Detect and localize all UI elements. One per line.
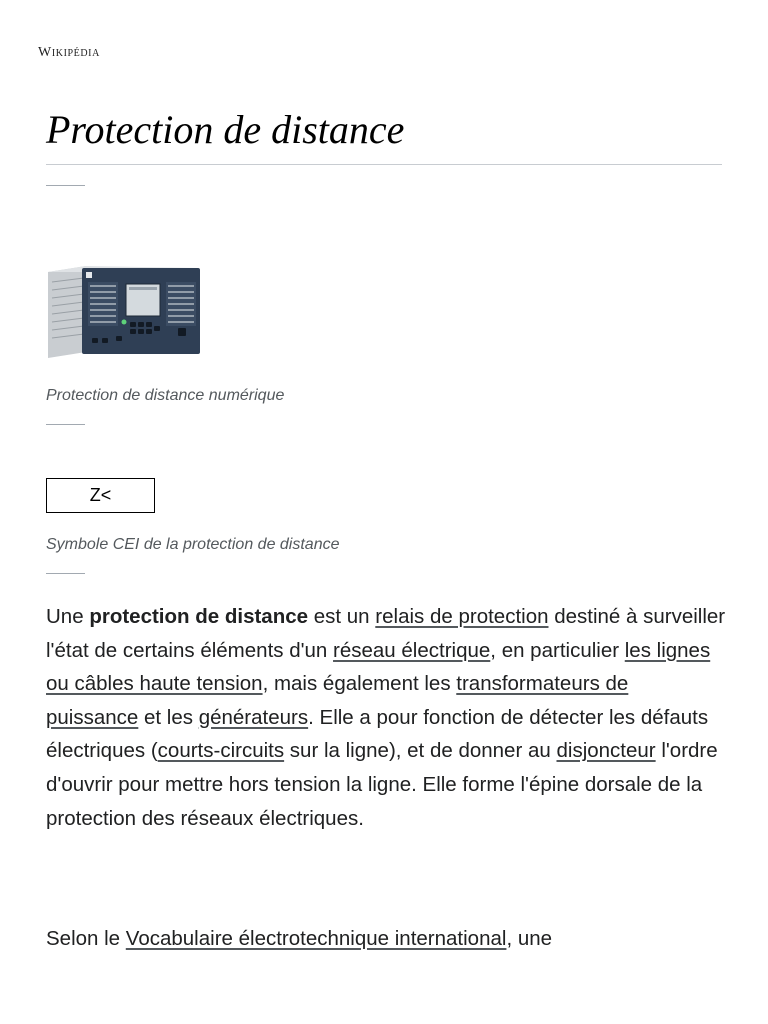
text-run: , mais également les: [262, 672, 457, 696]
text-run: , en particulier: [490, 638, 625, 662]
link-courts-circuits[interactable]: courts-circuits: [157, 739, 285, 763]
text-run: destiné à surveiller l'état de certains éléments d'un: [46, 605, 726, 662]
figure-divider: [46, 424, 85, 425]
figure-divider: [46, 573, 85, 574]
figure2-caption: Symbole CEI de la protection de distance: [46, 536, 340, 553]
text-run: Selon le: [46, 927, 126, 950]
iec-symbol-box[interactable]: Z<: [46, 478, 155, 513]
text-run: sur la ligne), et de donner au: [284, 739, 557, 763]
link-lignes-haute-tension[interactable]: les lignes ou câbles haute tension: [46, 638, 711, 696]
link-reseau-electrique[interactable]: réseau électrique: [333, 638, 491, 662]
text-run: , une: [506, 927, 553, 950]
wikipedia-wordmark[interactable]: Wikipédia: [38, 45, 100, 60]
text-run: l'ordre d'ouvrir pour mettre hors tension la ligne. Elle forme l'épine dorsale de la protection des réseaux électriques.: [46, 739, 718, 830]
text-run: et les: [138, 705, 199, 729]
link-vocabulaire-electrotechnique[interactable]: Vocabulaire électrotechnique international: [125, 927, 507, 950]
link-relais-de-protection[interactable]: relais de protection: [375, 605, 549, 628]
bold-term: protection de distance: [89, 605, 309, 628]
page-title: Protection de distance: [46, 107, 405, 152]
section-divider: [46, 185, 85, 186]
text-run: . Elle a pour fonction de détecter les défauts électriques (: [46, 705, 709, 763]
text-run: est un: [308, 605, 376, 628]
link-generateurs[interactable]: générateurs: [198, 705, 309, 729]
text-run: Une: [46, 605, 90, 628]
intro-paragraph: [46, 600, 726, 835]
second-paragraph: [46, 922, 726, 956]
link-disjoncteur[interactable]: disjoncteur: [556, 739, 656, 763]
title-divider: [46, 164, 722, 165]
link-transformateurs[interactable]: transformateurs de puissance: [46, 672, 629, 729]
figure1-caption: Protection de distance numérique: [46, 387, 285, 404]
protection-relay-image[interactable]: [46, 262, 202, 360]
